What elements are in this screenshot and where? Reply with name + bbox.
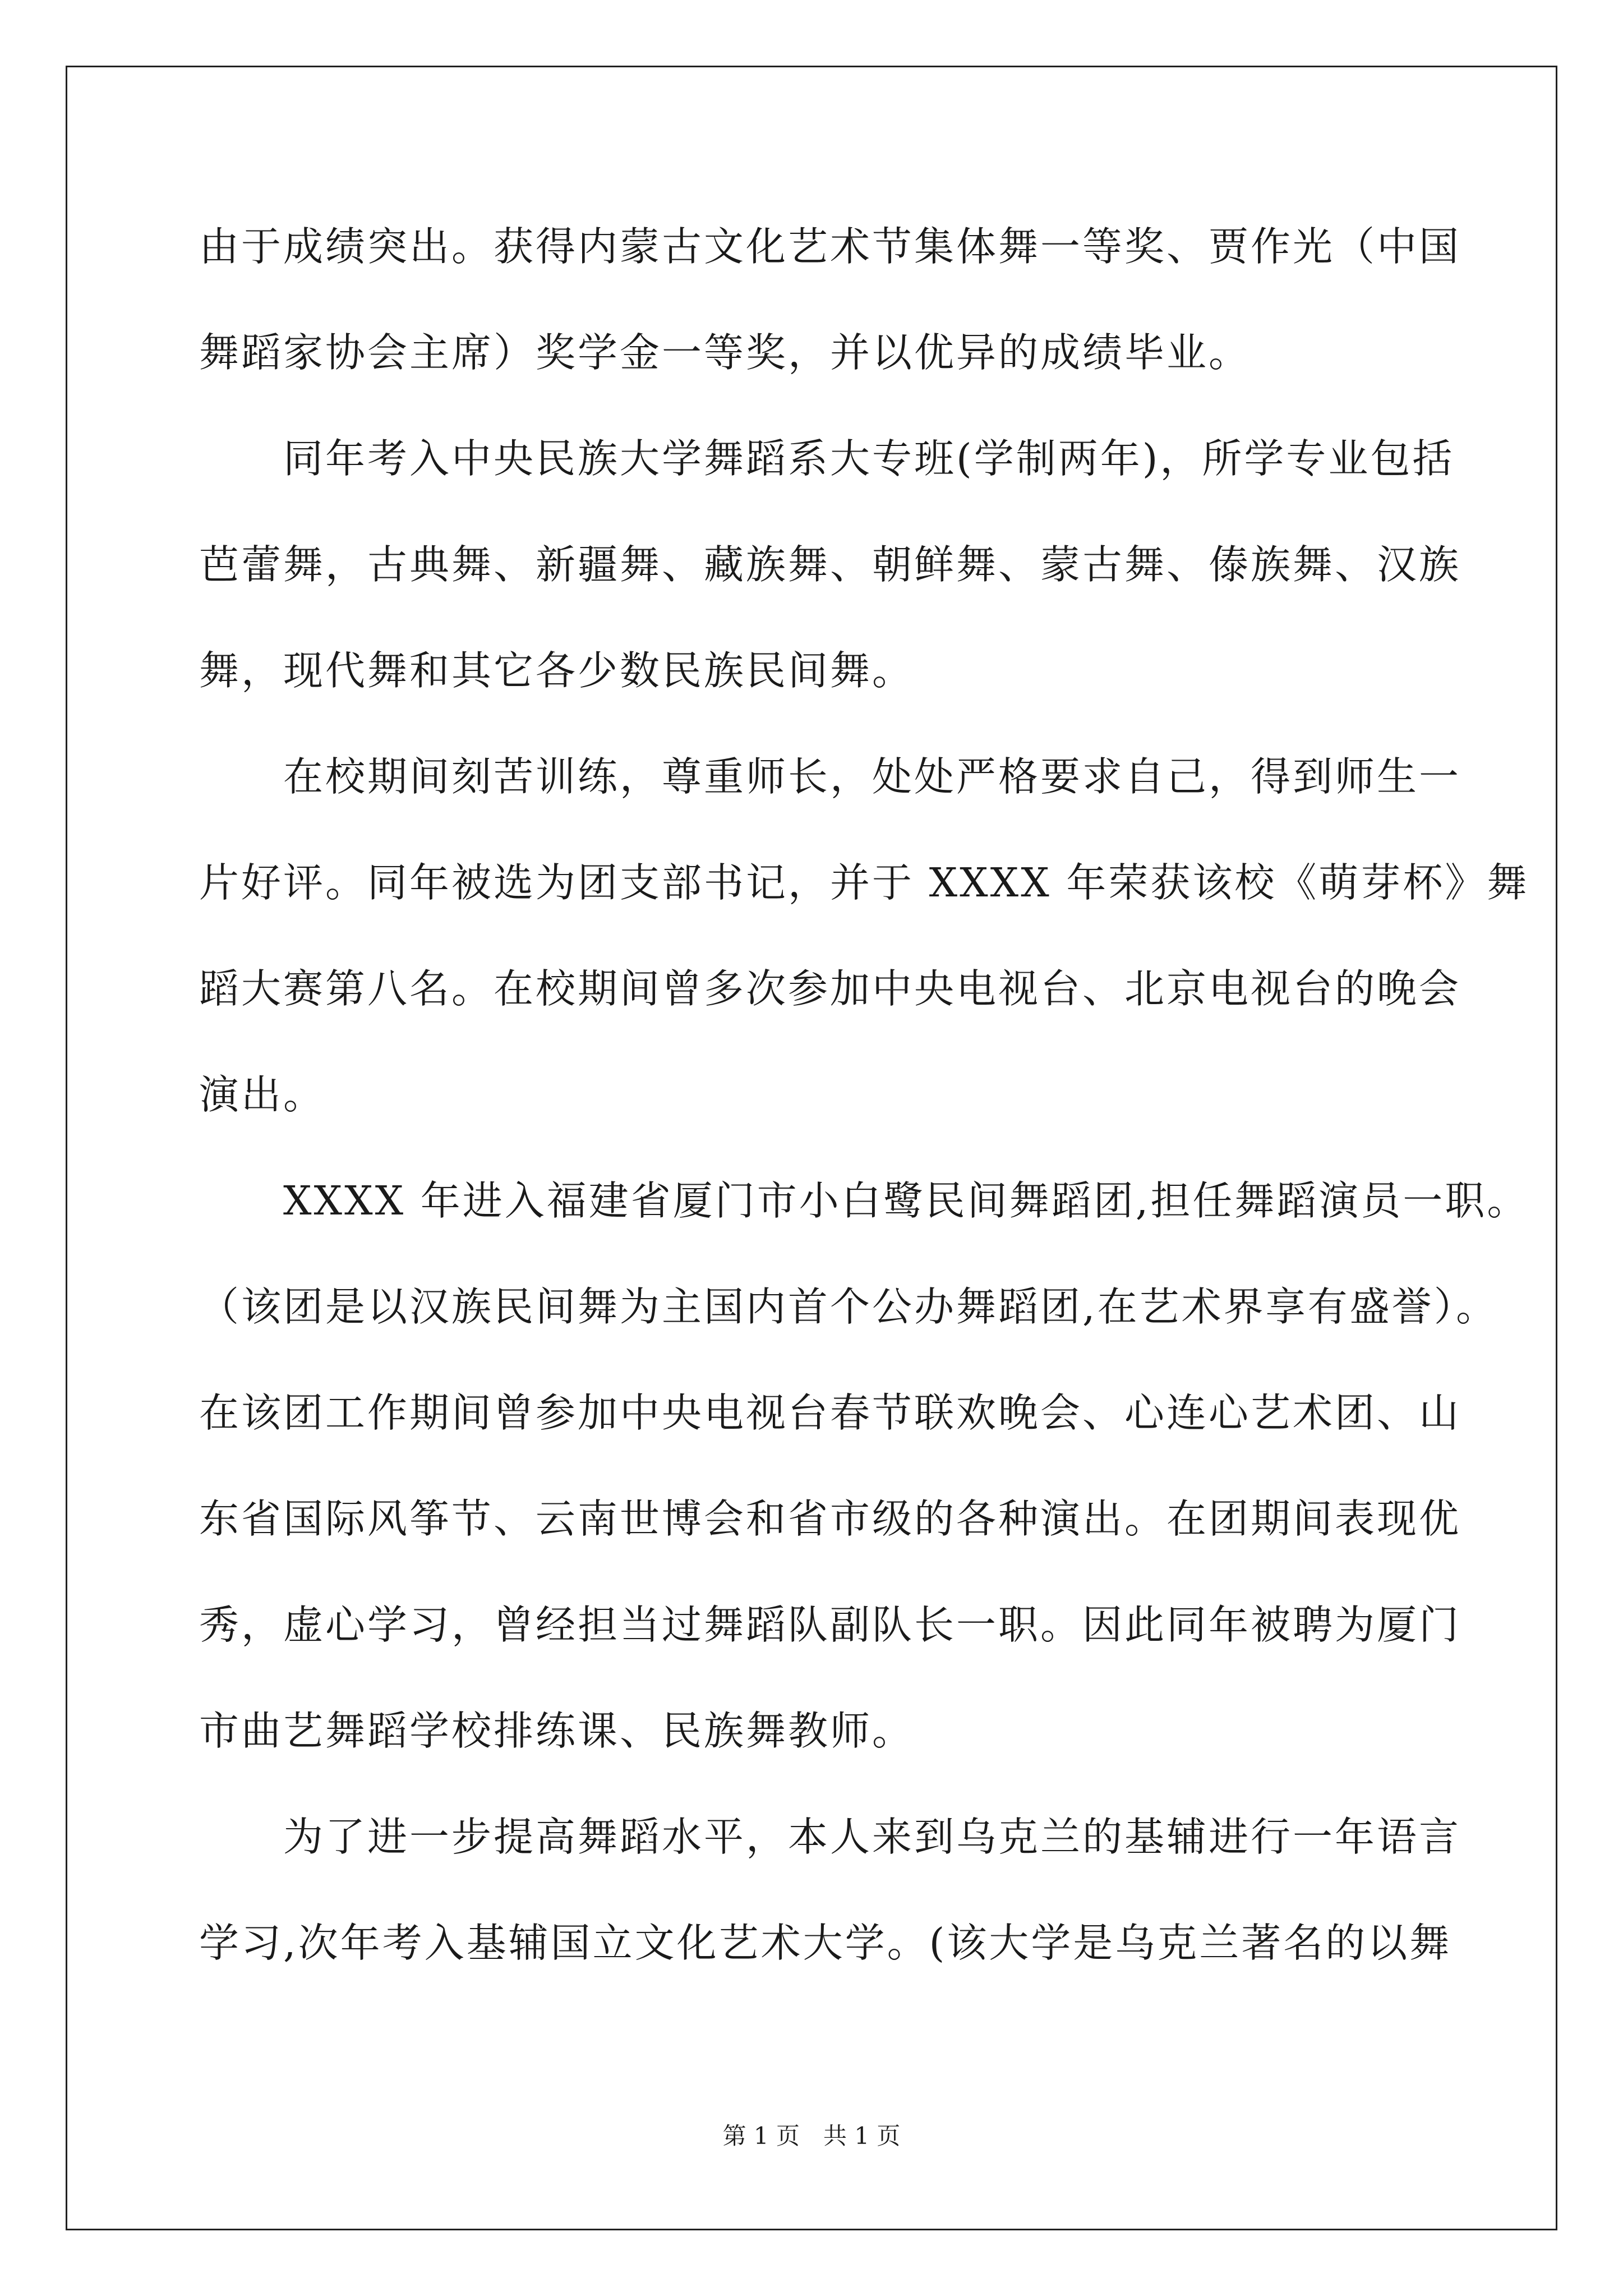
text-line: 舞，现代舞和其它各少数民族民间舞。	[199, 647, 915, 694]
text-line: 同年考入中央民族大学舞蹈系大专班(学制两年)，所学专业包括	[283, 435, 1455, 482]
text-line: 芭蕾舞，古典舞、新疆舞、藏族舞、朝鲜舞、蒙古舞、傣族舞、汉族	[199, 541, 1461, 588]
text-line: 蹈大赛第八名。在校期间曾多次参加中央电视台、北京电视台的晚会	[199, 965, 1461, 1012]
text-line: 由于成绩突出。获得内蒙古文化艺术节集体舞一等奖、贾作光（中国	[199, 223, 1461, 270]
text-line: 东省国际风筝节、云南世博会和省市级的各种演出。在团期间表现优	[199, 1496, 1461, 1542]
text-line: 市曲艺舞蹈学校排练课、民族舞教师。	[199, 1708, 915, 1754]
page-number-footer: 第 1 页 共 1 页	[722, 2122, 901, 2150]
text-line: （该团是以汉族民间舞为主国内首个公办舞蹈团,在艺术界享有盛誉）。	[199, 1283, 1498, 1330]
document-body	[199, 216, 1529, 2018]
text-line: 学习,次年考入基辅国立文化艺术大学。(该大学是乌克兰著名的以舞	[199, 1920, 1452, 1966]
text-line: 片好评。同年被选为团支部书记，并于 XXXX 年荣获该校《萌芽杯》舞	[199, 859, 1529, 906]
text-line: 演出。	[199, 1071, 326, 1118]
text-line: 在校期间刻苦训练，尊重师长，处处严格要求自己，得到师生一	[283, 753, 1461, 800]
text-line: 秀，虚心学习，曾经担当过舞蹈队副队长一职。因此同年被聘为厦门	[199, 1602, 1461, 1648]
text-line: 舞蹈家协会主席）奖学金一等奖，并以优异的成绩毕业。	[199, 329, 1251, 376]
text-line: XXXX 年进入福建省厦门市小白鹭民间舞蹈团,担任舞蹈演员一职。	[283, 1177, 1529, 1224]
text-line: 在该团工作期间曾参加中央电视台春节联欢晚会、心连心艺术团、山	[199, 1389, 1461, 1436]
text-line: 为了进一步提高舞蹈水平，本人来到乌克兰的基辅进行一年语言	[283, 1814, 1461, 1860]
